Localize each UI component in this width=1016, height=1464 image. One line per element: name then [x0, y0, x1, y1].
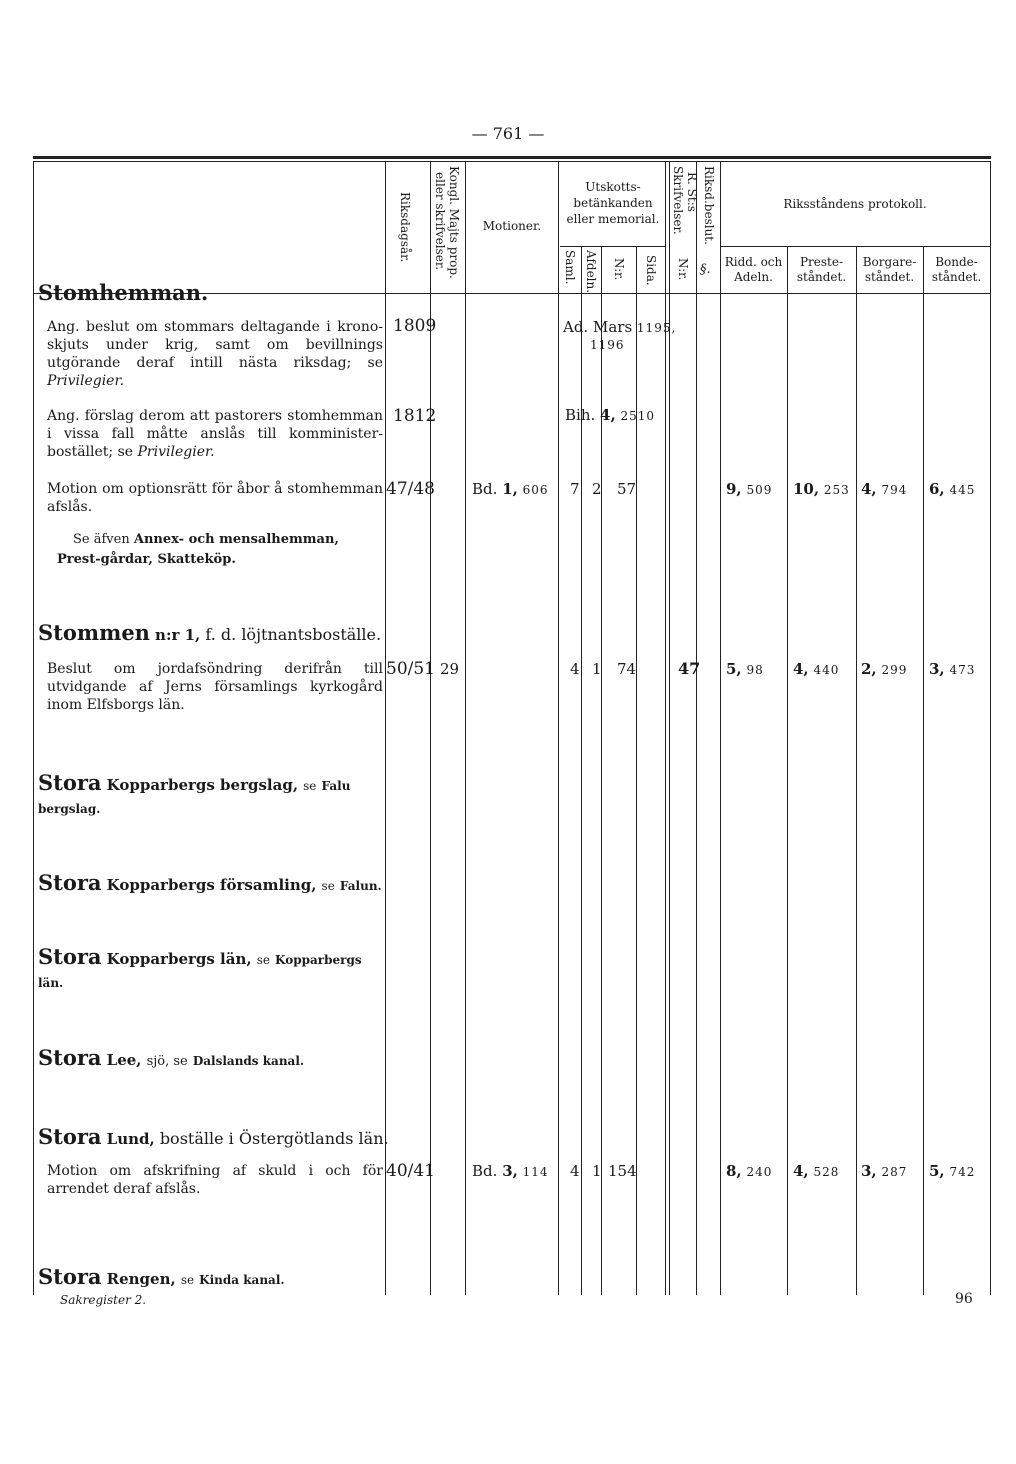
header-afdeln: Afdeln.	[584, 250, 598, 294]
protokoll-sub-rule	[720, 246, 990, 247]
stora-lund-entry-saml: 4	[570, 1162, 580, 1180]
col-rule-saml	[581, 246, 582, 1295]
stomhemman-see-also: Se äfven Annex- och mensalhemman, Prest-gårdar, Skatteköp.	[57, 532, 339, 567]
stora-lund-entry-year: 40/41	[386, 1161, 435, 1181]
header-ridd-2: Adeln.	[734, 270, 773, 284]
stomhemman-entry3-borgare: 4, 794	[861, 480, 908, 498]
stomhemman-entry2-utskott: Bih. 4, 2510	[565, 406, 656, 424]
stommen-entry-saml: 4	[570, 660, 580, 678]
col-rule-ridd	[787, 246, 788, 1295]
header-preste-2: ståndet.	[796, 270, 847, 284]
section-title-stora-rengen: Stora Rengen, se Kinda kanal.	[38, 1264, 285, 1289]
section-title-stomhemman: Stomhemman.	[38, 280, 209, 305]
stommen-entry-bonde: 3, 473	[929, 660, 976, 678]
header-kongl2: eller skrifvelser.	[433, 172, 447, 271]
table-top-rule-thin	[33, 161, 991, 162]
col-rule-beslut	[720, 161, 721, 1295]
utskott-sub-rule	[560, 246, 666, 247]
section-title-stora-forsamling: Stora Kopparbergs församling, se Falun.	[38, 870, 382, 895]
stomhemman-entry3-preste: 10, 253	[793, 480, 850, 498]
header-protokoll: Riksståndens protokoll.	[783, 197, 927, 211]
stomhemman-entry3-motion: Bd. 1, 606	[472, 480, 549, 498]
stora-lund-entry-borgare: 3, 287	[861, 1162, 908, 1180]
stora-lund-entry-preste: 4, 528	[793, 1162, 840, 1180]
header-rss-nr: N:r.	[676, 258, 690, 281]
header-riksd-beslut: Riksd.beslut.	[702, 166, 716, 245]
header-kongl: Kongl. Majts prop.	[447, 166, 461, 279]
header-saml: Saml.	[563, 250, 577, 285]
header-sida: Sida.	[644, 255, 658, 286]
header-bonde-2: ståndet.	[931, 270, 982, 284]
stomhemman-entry1-text: Ang. beslut om stommars deltagande i krono-skjuts under krig, samt om bevillnings utgörande deraf intill nästa riksdag; se Privilegier.	[47, 319, 383, 389]
stommen-entry-preste: 4, 440	[793, 660, 840, 678]
stommen-entry-rss-nr: 47	[678, 659, 701, 678]
footer-register: Sakregister 2.	[60, 1293, 147, 1307]
col-rule-afdeln	[601, 246, 602, 1295]
stomhemman-entry2-year: 1812	[393, 406, 437, 426]
header-utskott-3: eller memorial.	[566, 212, 660, 226]
header-riksdagsar: Riksdagsår.	[398, 192, 412, 263]
stora-lund-entry-afdeln: 1	[592, 1162, 602, 1180]
header-bonde-1: Bonde-	[935, 255, 978, 269]
stommen-entry-borgare: 2, 299	[861, 660, 908, 678]
col-rule-right	[990, 161, 991, 1295]
header-preste-1: Preste-	[799, 255, 844, 269]
stomhemman-entry3-afdeln: 2	[592, 480, 602, 498]
col-rule-rss	[696, 161, 697, 1295]
header-borgare-1: Borgare-	[862, 255, 917, 269]
stomhemman-entry3-text: Motion om optionsrätt för åbor å stomhemman afslås.	[47, 481, 383, 515]
header-utskott-1: Utskotts-	[585, 180, 641, 194]
stomhemman-entry3-ridd: 9, 509	[726, 480, 773, 498]
stora-lund-entry-bonde: 5, 742	[929, 1162, 976, 1180]
header-paragraph: §.	[700, 262, 711, 277]
stommen-entry-afdeln: 1	[592, 660, 602, 678]
stommen-entry-ridd: 5, 98	[726, 660, 764, 678]
header-utskott-2: betänkanden	[573, 196, 653, 210]
section-title-stora-lee: Stora Lee, sjö, se Dalslands kanal.	[38, 1045, 305, 1070]
section-title-stora-bergslag: Stora Kopparbergs bergslag, se Falu bergslag.	[38, 770, 351, 816]
header-ridd-1: Ridd. och	[724, 255, 783, 269]
stora-lund-entry-text: Motion om afskrifning af skuld i och för arrendet deraf afslås.	[47, 1163, 383, 1197]
stora-lund-entry-motion: Bd. 3, 114	[472, 1162, 549, 1180]
footer-sheet-number: 96	[955, 1291, 973, 1307]
section-title-stommen: Stommen n:r 1, f. d. löjtnantsboställe.	[38, 620, 382, 645]
stora-lund-entry-ridd: 8, 240	[726, 1162, 773, 1180]
col-rule-nr	[636, 246, 637, 1295]
col-rule-preste	[856, 246, 857, 1295]
col-rule-kongl	[465, 161, 466, 1295]
table-top-rule	[33, 156, 991, 159]
stomhemman-entry1-year: 1809	[393, 316, 437, 336]
stomhemman-entry1-utskott: Ad. Mars 1195,	[563, 318, 677, 336]
stomhemman-entry3-year: 47/48	[386, 479, 435, 499]
header-borgare-2: ståndet.	[864, 270, 915, 284]
stomhemman-entry2-text: Ang. förslag derom att pastorers stomhemman i vissa fall måtte anslås till komminister-bostället; se Privilegier.	[47, 408, 383, 460]
header-motioner: Motioner.	[482, 219, 542, 233]
stommen-entry-year: 50/51	[386, 659, 435, 679]
col-rule-motioner	[558, 161, 559, 1295]
section-title-stora-lan: Stora Kopparbergs län, se Kopparbergs län.	[38, 944, 362, 990]
stora-lund-entry-nr: 154	[608, 1162, 637, 1180]
stommen-entry-nr: 74	[617, 660, 637, 678]
page-number: — 761 —	[471, 124, 545, 143]
section-title-stora-lund: Stora Lund, boställe i Östergötlands län.	[38, 1124, 389, 1149]
stomhemman-entry3-bonde: 6, 445	[929, 480, 976, 498]
stomhemman-entry1-utskott2: 1196	[590, 338, 625, 352]
header-skrifvelser: Skrifvelser.	[671, 166, 685, 235]
col-rule-borgare	[923, 246, 924, 1295]
stommen-entry-kongl: 29	[440, 660, 460, 678]
col-rule-left	[33, 161, 34, 1295]
stommen-entry-text: Beslut om jordafsöndring derifrån till utvidgande af Jerns församlings kyrkogård inom Elfsborgs län.	[47, 661, 383, 713]
header-nr: N:r.	[612, 258, 626, 281]
header-rss: R. St:s	[685, 172, 699, 212]
stomhemman-entry3-saml: 7	[570, 480, 580, 498]
stomhemman-entry3-nr: 57	[617, 480, 637, 498]
